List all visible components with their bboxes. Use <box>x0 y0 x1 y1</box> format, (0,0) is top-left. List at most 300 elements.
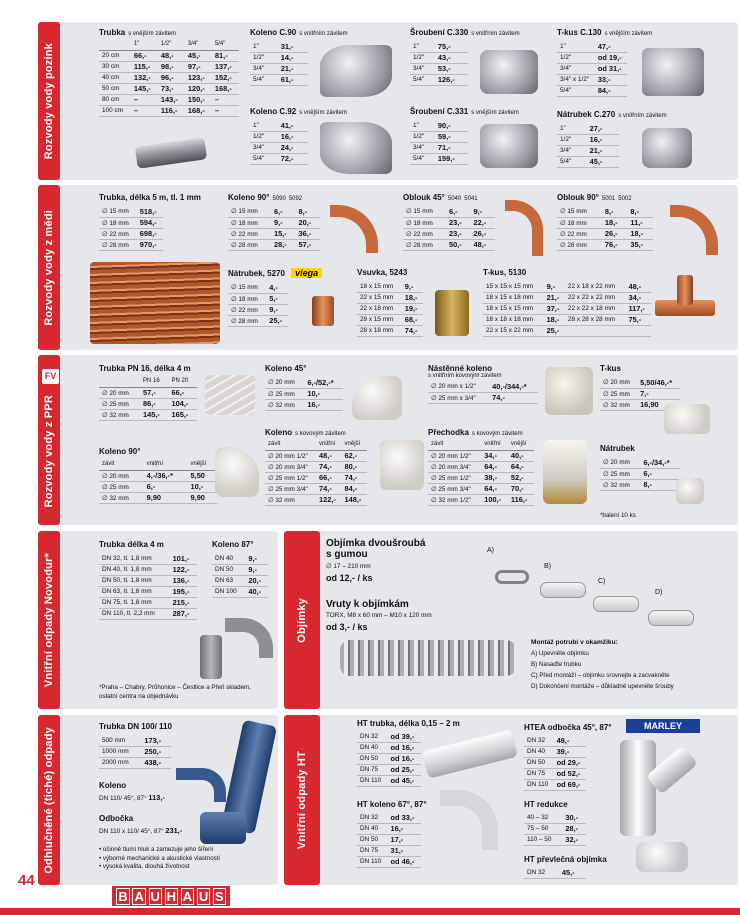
table-row <box>99 470 217 481</box>
table-row <box>524 779 586 790</box>
price-cell: 438,- <box>141 757 171 768</box>
price-cell: 250,- <box>141 746 171 757</box>
price-cell: 32,- <box>562 834 586 845</box>
tab-tiche-odpady <box>38 715 60 885</box>
product-title: HTEA odbočka 45°, 87° <box>524 723 612 732</box>
table-row <box>99 409 197 420</box>
koleno-tiche-block <box>99 781 165 802</box>
size-cell: ∅ 20 mm <box>265 377 304 388</box>
price-cell: 26,- <box>470 228 495 239</box>
price-cell: 18,- <box>544 314 565 325</box>
size-cell: 50 cm <box>99 83 131 94</box>
size-cell: 28 x 18 mm <box>357 325 402 336</box>
price-cell: 74,- <box>316 461 341 472</box>
size-cell: DN 40 <box>357 742 388 753</box>
size-cell: DN 110 <box>524 779 554 790</box>
price-table <box>250 41 308 86</box>
product-title: Trubka PN 16, délka 4 m <box>99 364 191 373</box>
table-row <box>357 823 421 834</box>
price-cell: 48,- <box>158 50 185 61</box>
price-cell: 9,- <box>245 564 268 575</box>
vsuvka-5243-block <box>357 268 423 337</box>
price-cell: 8,- <box>640 479 680 490</box>
size-cell: DN 75 <box>357 845 388 856</box>
table-row <box>212 575 268 586</box>
size-cell: 3/4" <box>557 145 587 156</box>
table-row <box>99 105 239 116</box>
table-row <box>357 812 421 823</box>
size-cell: 80 cm <box>99 94 131 105</box>
price-cell: 25,- <box>266 315 288 326</box>
column-header: 5/4" <box>212 39 239 50</box>
size-cell: ∅ 20 mm 3/4" <box>428 461 481 472</box>
price-cell: – <box>131 94 158 105</box>
price-cell: 116,- <box>508 494 534 505</box>
price-cell: 66,- <box>316 472 341 483</box>
montaz-step: C) Před montáží – objímku srovnejte a zacvakněte <box>531 672 670 679</box>
price-cell: 215,- <box>170 597 197 608</box>
price-cell: 72,- <box>278 153 308 164</box>
ppr-pipes-image <box>205 375 255 415</box>
table-row <box>403 228 495 239</box>
table-row <box>557 239 653 250</box>
size-cell: 5/4" <box>250 153 278 164</box>
price-cell: 165,- <box>168 409 197 420</box>
table-row <box>357 845 421 856</box>
table-row <box>557 156 619 167</box>
table-row <box>228 304 288 315</box>
size-cell: DN 50 <box>357 834 388 845</box>
table-header <box>265 439 367 450</box>
price-cell: 35,- <box>627 239 653 250</box>
price-cell: 16,- <box>388 823 421 834</box>
product-title: Odbočka <box>99 814 134 823</box>
size-cell: ∅ 32 mm <box>99 492 144 503</box>
size-cell: ∅ 25 mm x 3/4" <box>428 392 489 403</box>
column-header: PN 16 <box>140 376 169 387</box>
table-row <box>357 742 421 753</box>
size-cell: 30 cm <box>99 61 131 72</box>
price-cell: 518,- <box>137 206 163 217</box>
price-cell: 28,- <box>271 239 296 250</box>
size-cell: ∅ 25 mm <box>265 388 304 399</box>
table-row <box>212 586 268 597</box>
price-cell: od 16,- <box>388 742 421 753</box>
price-cell: 195,- <box>170 586 197 597</box>
size-cell: 5/4" <box>250 74 278 85</box>
size-cell: DN 32 <box>357 731 388 742</box>
size-cell: 5/4" <box>410 74 435 85</box>
table-row <box>250 142 308 153</box>
ht-reducer-image <box>636 842 688 872</box>
price-cell: 39,- <box>554 746 586 757</box>
table-row <box>557 206 653 217</box>
montaz-block <box>531 639 674 692</box>
price-cell: 34,- <box>625 292 651 303</box>
footer-bar <box>0 908 740 915</box>
table-row <box>524 823 586 834</box>
price-cell: 115,- <box>131 61 158 72</box>
table-row <box>600 377 680 388</box>
table-row <box>250 120 308 131</box>
price-cell: 137,- <box>212 61 239 72</box>
price-cell: 145,- <box>140 409 169 420</box>
product-title: Koleno <box>99 781 127 790</box>
price-cell: 6,- <box>271 206 296 217</box>
price-cell <box>625 325 651 336</box>
table-row <box>99 83 239 94</box>
size-cell: 28 x 28 x 28 mm <box>565 314 626 325</box>
price-cell: 53,- <box>435 63 468 74</box>
price-cell: 80,- <box>342 461 367 472</box>
copper-tee-stem-image <box>677 275 693 305</box>
table-row <box>557 134 619 145</box>
size-cell: DN 63 <box>212 575 245 586</box>
size-range: ∅ 17 – 210 mm <box>326 563 371 570</box>
price-cell: 14,- <box>278 52 308 63</box>
nastenne-koleno-block <box>428 364 538 404</box>
tab-pozink <box>38 22 60 180</box>
price-cell: 48,- <box>625 281 651 292</box>
table-row <box>250 63 308 74</box>
price-cell: od 39,- <box>388 731 421 742</box>
table-row <box>99 72 239 83</box>
price-cell: 168,- <box>212 83 239 94</box>
size-cell: ∅ 18 mm <box>228 217 271 228</box>
wall-elbow-image <box>545 367 593 415</box>
price-cell: 98,- <box>158 61 185 72</box>
size-cell: DN 32 <box>524 867 559 878</box>
tkus-c130-block <box>557 28 652 97</box>
size-cell: ∅ 25 mm 3/4" <box>428 483 481 494</box>
table-row <box>483 303 651 314</box>
price-cell: 47,- <box>595 41 627 52</box>
vruty-block <box>326 599 432 632</box>
price-cell: 27,- <box>587 123 619 134</box>
product-title: Koleno C.92 s vnějším závitem <box>250 107 347 116</box>
product-title: HT trubka, délka 0,15 – 2 m <box>357 719 460 728</box>
table-row <box>250 74 308 85</box>
table-row <box>250 41 308 52</box>
size-cell: ∅ 20 mm <box>600 457 640 468</box>
price-table <box>557 41 627 97</box>
product-title: HT redukce <box>524 800 568 809</box>
price-cell: 21,- <box>587 145 619 156</box>
price-cell: 9,- <box>245 553 268 564</box>
elbow-fitting-image <box>320 45 392 97</box>
product-title: s gumou <box>326 549 368 560</box>
table-row <box>99 553 197 564</box>
step-label: C) <box>598 578 606 585</box>
table-row <box>483 281 651 292</box>
price-cell: 11,- <box>627 217 653 228</box>
table-row <box>265 483 367 494</box>
tab-label: Objímky <box>296 597 308 643</box>
table-row <box>410 153 468 164</box>
price-table <box>557 123 619 168</box>
size-cell: ∅ 18 mm <box>99 217 137 228</box>
price-cell: 31,- <box>388 845 421 856</box>
tee-fitting-image <box>642 48 704 96</box>
column-header: vnitřní <box>316 439 341 450</box>
size-cell: 1" <box>410 41 435 52</box>
table-row <box>410 120 468 131</box>
price-cell: 16,- <box>278 131 308 142</box>
column-header: 3/4" <box>185 39 212 50</box>
footnote: *balení 10 ks <box>600 512 636 519</box>
koleno-45-ppr-block <box>265 364 343 411</box>
table-row <box>265 388 343 399</box>
table-header <box>428 439 534 450</box>
table-row <box>403 239 495 250</box>
size-cell: 110 – 50 <box>524 834 562 845</box>
size-cell: ∅ 20 mm x 1/2" <box>428 381 489 392</box>
price-cell: 18,- <box>602 217 628 228</box>
prechodka-block <box>428 428 534 506</box>
price-cell: 9,- <box>266 304 288 315</box>
size-cell: 1" <box>250 41 278 52</box>
price-cell: 64,- <box>481 461 508 472</box>
logo-letter: A <box>182 888 193 904</box>
price-cell: 75,- <box>435 41 468 52</box>
product-title: Koleno C.90 s vnitřním závitem <box>250 28 348 37</box>
size-cell: 15 x 15 x 15 mm <box>483 281 544 292</box>
price-cell: od 31,- <box>595 63 627 74</box>
price-cell: 126,- <box>435 74 468 85</box>
tab-label: Vnitřní odpady HT <box>296 750 308 850</box>
size-cell: DN 50 <box>524 757 554 768</box>
price-cell: 159,- <box>435 153 468 164</box>
size-cell: DN 50 <box>212 564 245 575</box>
table-row <box>557 52 627 63</box>
table-row <box>524 735 586 746</box>
table-row <box>557 123 619 134</box>
size-cell: 1/2" <box>557 52 595 63</box>
size-cell: 75 – 50 <box>524 823 562 834</box>
table-row <box>428 472 534 483</box>
size-cell: ∅ 32 mm <box>265 399 304 410</box>
price-cell: 116,- <box>158 105 185 116</box>
table-row <box>410 52 468 63</box>
logo-letter: U <box>150 888 160 904</box>
price-cell: 7,- <box>637 388 680 399</box>
price-table <box>524 867 586 879</box>
price-cell: 9,- <box>470 206 495 217</box>
size-cell: ∅ 20 mm <box>99 387 140 398</box>
htea-block <box>524 723 611 791</box>
price-table <box>524 735 586 791</box>
product-title: Nástěnné koleno <box>428 364 493 373</box>
table-row <box>428 461 534 472</box>
step-label: D) <box>655 589 663 596</box>
price-cell: od 33,- <box>388 812 421 823</box>
size-cell: DN 40 <box>357 823 388 834</box>
table-row <box>228 217 320 228</box>
product-title: Nátrubek C.270 s vnitřním závitem <box>557 110 667 119</box>
price-cell: 19,- <box>402 303 423 314</box>
table-row <box>265 494 367 505</box>
price-cell: od 46,- <box>388 856 421 867</box>
column-header: vnější <box>188 459 217 470</box>
table-row <box>557 228 653 239</box>
table-row <box>403 217 495 228</box>
price-cell: 33,- <box>595 74 627 85</box>
size-cell: 22 x 18 x 22 mm <box>565 281 626 292</box>
table-row <box>600 468 680 479</box>
price-cell: 136,- <box>170 575 197 586</box>
price-cell: 28,- <box>562 823 586 834</box>
price-table <box>265 377 343 411</box>
trubka-ppr-block <box>99 364 197 421</box>
table-row <box>250 131 308 142</box>
table-row <box>212 564 268 575</box>
price-cell: 9,90 <box>144 492 188 503</box>
price-cell: 6,-/52,-* <box>304 377 343 388</box>
clamp-step-c-icon <box>593 596 639 612</box>
logo-letter: A <box>134 888 144 904</box>
product-title: Koleno s kovovým závitem <box>265 428 346 437</box>
table-row <box>600 479 680 490</box>
product-title: Koleno 45° <box>265 364 307 373</box>
price-cell: 122,- <box>170 564 197 575</box>
size-cell: ∅ 20 mm <box>600 377 637 388</box>
column-header: vnější <box>342 439 367 450</box>
table-row <box>99 492 217 503</box>
price-cell: 5,50 <box>188 470 217 481</box>
size-cell: 22 x 22 x 22 mm <box>565 292 626 303</box>
size-cell: 22 x 22 x 18 mm <box>565 303 626 314</box>
size-cell: 1/2" <box>410 52 435 63</box>
product-title: Oblouk 90° 5001 5002 <box>557 193 632 202</box>
table-row <box>557 41 627 52</box>
product-title: Trubka DN 100/ 110 <box>99 722 172 731</box>
ht-prevlecna-block <box>524 855 607 879</box>
size-cell: 1" <box>557 123 587 134</box>
price-cell: 43,- <box>435 52 468 63</box>
size-cell: 18 x 18 x 18 mm <box>483 314 544 325</box>
product-title: Šroubení C.330 s vnitřním závitem <box>410 28 520 37</box>
table-row <box>557 217 653 228</box>
price-cell: 104,- <box>168 398 197 409</box>
column-header: vnitřní <box>144 459 188 470</box>
size-cell: 3/4" x 1/2" <box>557 74 595 85</box>
price-cell: od 45,- <box>388 775 421 786</box>
odbocka-tiche-block <box>99 814 182 835</box>
price-cell: 31,- <box>278 41 308 52</box>
clamps-row-image <box>340 640 516 676</box>
price-cell: 287,- <box>170 608 197 619</box>
size-cell: ∅ 22 mm <box>228 304 266 315</box>
price-cell: 38,- <box>481 472 508 483</box>
table-row <box>483 292 651 303</box>
price-cell: 74,- <box>316 483 341 494</box>
size-cell: 18 x 15 mm <box>357 281 402 292</box>
product-title: Objímka dvoušroubá <box>326 538 426 549</box>
logo-letter: U <box>198 888 209 904</box>
size-cell: ∅ 15 mm <box>228 206 271 217</box>
price-cell: 74,- <box>489 392 538 403</box>
size-cell: 500 mm <box>99 735 141 746</box>
table-row <box>99 746 171 757</box>
table-header <box>99 459 217 470</box>
price-cell: 20,- <box>295 217 320 228</box>
price-cell: 150,- <box>185 94 212 105</box>
montaz-steps <box>531 648 674 692</box>
size-cell: ∅ 22 mm <box>228 228 271 239</box>
size-cell: ∅ 22 mm <box>403 228 446 239</box>
table-row <box>99 735 171 746</box>
tab-objimky <box>284 531 320 709</box>
price-cell: 41,- <box>278 120 308 131</box>
table-row <box>410 41 468 52</box>
price-cell: 45,- <box>587 156 619 167</box>
price-cell: 26,- <box>602 228 628 239</box>
natrubek-ppr-block <box>600 444 680 491</box>
brass-nipple-image <box>435 290 469 336</box>
price-cell: 74,- <box>402 325 423 336</box>
ppr-socket-image <box>676 478 704 504</box>
size-cell: 20 cm <box>99 50 131 61</box>
ht-branch-image <box>620 740 656 836</box>
table-row <box>99 586 197 597</box>
price-cell: 40,-/344,-* <box>489 381 538 392</box>
feature-item: • výborné mechanické a akustické vlastnosti <box>99 854 220 862</box>
price-cell: 74,- <box>342 472 367 483</box>
column-header: závit <box>265 439 316 450</box>
price-cell: 120,- <box>185 83 212 94</box>
price-cell: 5,- <box>266 293 288 304</box>
feature-list <box>99 846 220 872</box>
price-cell: 594,- <box>137 217 163 228</box>
size-cell: 22 x 15 x 22 mm <box>483 325 544 336</box>
price-cell: 698,- <box>137 228 163 239</box>
column-header <box>99 376 140 387</box>
table-row <box>428 494 534 505</box>
price-cell: 9,- <box>544 281 565 292</box>
table-row <box>410 142 468 153</box>
product-spec: DN 110/ 45°, 87° 113,- <box>99 793 165 802</box>
table-row <box>357 281 423 292</box>
price-table <box>228 282 288 327</box>
table-row <box>99 575 197 586</box>
size-cell: ∅ 15 mm <box>403 206 446 217</box>
price-cell: 45,- <box>185 50 212 61</box>
price-cell: 23,- <box>446 217 471 228</box>
price-cell: 173,- <box>141 735 171 746</box>
price-cell: – <box>212 105 239 116</box>
price-table <box>357 812 421 868</box>
tkus-5130-block <box>483 268 651 337</box>
viega-logo: viega <box>291 268 322 278</box>
product-title: Koleno 90° <box>99 447 141 456</box>
price-cell: 145,- <box>131 83 158 94</box>
column-header: závit <box>99 459 144 470</box>
price-table <box>428 439 534 506</box>
table-row <box>524 757 586 768</box>
size-cell: DN 110 <box>357 856 388 867</box>
price-cell: 37,- <box>544 303 565 314</box>
table-row <box>600 388 680 399</box>
table-row <box>250 52 308 63</box>
size-cell: 100 cm <box>99 105 131 116</box>
price-cell: 148,- <box>342 494 367 505</box>
table-row <box>357 856 421 867</box>
trubka-pozink-block <box>99 28 239 117</box>
price-table <box>212 553 268 598</box>
price-cell: 34,- <box>481 450 508 461</box>
price-cell: od 29,- <box>554 757 586 768</box>
price-cell: 68,- <box>402 314 423 325</box>
